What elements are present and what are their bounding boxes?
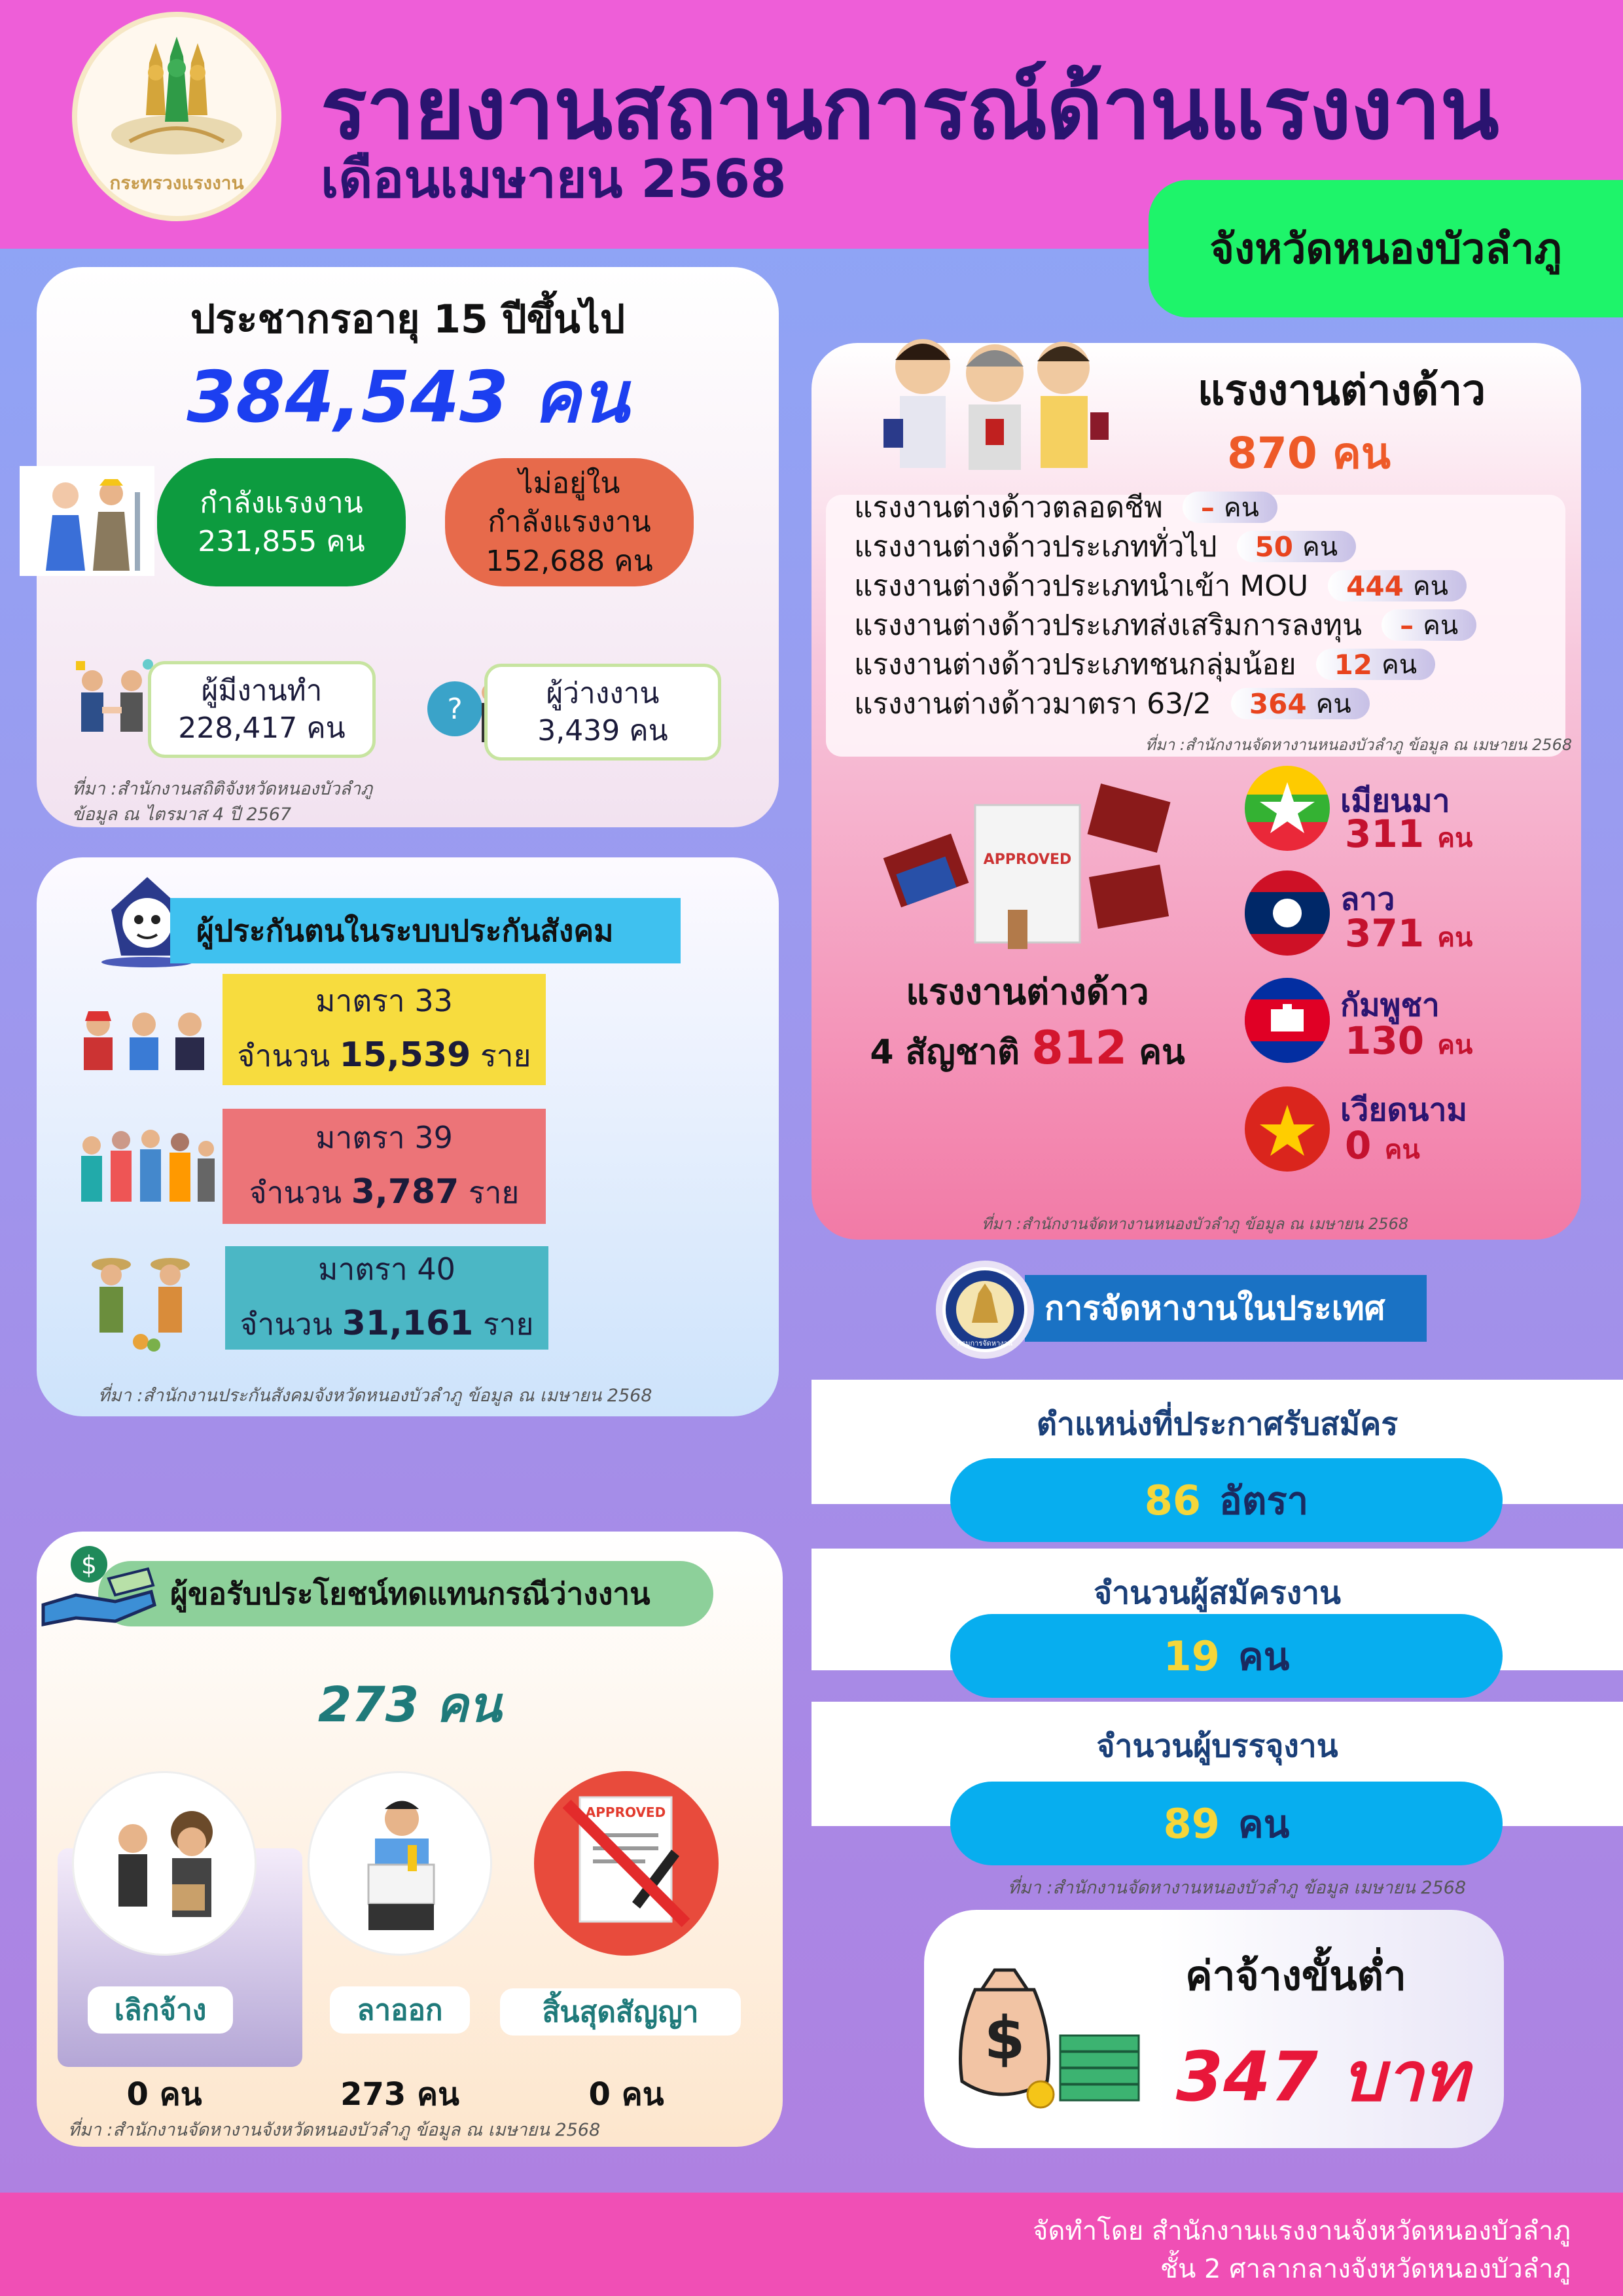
labor-force-pill [157, 458, 406, 586]
unemployment-benefit-heading: ผู้ขอรับประโยชน์ทดแทนกรณีว่างงาน [98, 1561, 713, 1626]
foreign-workers-title: แรงงานต่างด้าว [1198, 367, 1486, 415]
population-value: 384,543 คน [187, 357, 629, 439]
termination-label: เลิกจ้าง [88, 1986, 233, 2034]
labor-force-label: กำลังแรงงาน [200, 486, 363, 520]
domestic-jobs-source: ที่มา :สำนักงานจัดหางานหนองบัวลำภู ข้อมูล เมษายน 2568 [1008, 1878, 1466, 1898]
section-39-unit: ราย [468, 1174, 520, 1210]
section-40-count [240, 1295, 534, 1352]
fw-row-badge [1382, 609, 1476, 641]
insured-workers-icon [72, 1001, 216, 1073]
section-40-value: 31,161 [342, 1303, 474, 1343]
fw-row-unit: คน [1223, 493, 1260, 523]
fw-row-badge [1183, 492, 1277, 523]
handshake-business-icon [63, 655, 161, 753]
section-33-unit: ราย [480, 1037, 531, 1073]
doe-emblem-text: กรมการจัดหางาน [957, 1339, 1013, 1348]
vietnam-value: 0 [1345, 1123, 1372, 1168]
four-nations-value: 812 [1031, 1021, 1128, 1075]
fw-row-value: 50 [1255, 530, 1293, 563]
section-40-unit: ราย [482, 1306, 534, 1342]
cambodia-value: 130 [1345, 1018, 1425, 1063]
fw-row-value: 364 [1249, 687, 1307, 720]
foreign-workers-icon [877, 321, 1113, 478]
population-source-line2: ข้อมูล ณ ไตรมาส 4 ปี 2567 [72, 804, 292, 825]
job-vacancies-unit: อัตรา [1219, 1478, 1309, 1523]
myanmar-label: เมียนมา [1340, 783, 1450, 819]
section-40-label: มาตรา 40 [318, 1251, 455, 1287]
job-vacancies-label: ตำแหน่งที่ประกาศรับสมัคร [1036, 1406, 1399, 1443]
section-33-prefix: จำนวน [237, 1037, 330, 1073]
contract-end-value: 0 คน [588, 2076, 664, 2113]
unemployed-value: 3,439 คน [537, 714, 668, 747]
minimum-wage-value: 347 บาท [1175, 2037, 1469, 2117]
placements-pill [950, 1782, 1503, 1865]
job-vacancies-pill [950, 1458, 1503, 1542]
unemployed-box [484, 664, 721, 761]
section-33-count [238, 1026, 531, 1084]
fw-row-unit: คน [1423, 611, 1459, 641]
stamp-text: APPROVED [983, 852, 1072, 868]
footer-line2: ชั้น 2 ศาลากลางจังหวัดหนองบัวลำภู [1160, 2254, 1571, 2284]
applicants-label: จำนวนผู้สมัครงาน [1094, 1575, 1341, 1611]
province-badge: จังหวัดหนองบัวลำภู [1149, 180, 1623, 317]
termination-value: 0 คน [126, 2076, 202, 2113]
fw-row-badge [1237, 531, 1357, 562]
applicants-pill [950, 1614, 1503, 1698]
foreign-worker-row-section-63-2 [854, 681, 1370, 726]
laos-value: 371 [1345, 911, 1425, 956]
fw-row-label: แรงงานต่างด้าวประเภทนำเข้า MOU [854, 569, 1309, 603]
laos-label: ลาว [1340, 881, 1395, 918]
fw-row-unit: คน [1382, 650, 1418, 680]
applicants-value: 19 [1163, 1632, 1220, 1680]
section-39-count [249, 1163, 520, 1221]
section-40-box [225, 1246, 548, 1350]
employed-box [148, 661, 376, 758]
contract-end-illustration [534, 1771, 719, 1956]
page-title: รายงานสถานการณ์ด้านแรงงาน [321, 58, 1499, 159]
fw-row-value: – [1200, 491, 1215, 524]
fw-row-label: แรงงานต่างด้าวตลอดชีพ [854, 491, 1163, 524]
cambodia-label: กัมพูชา [1340, 987, 1440, 1024]
cambodia-unit: คน [1437, 1030, 1473, 1060]
fired-employee-icon [74, 1773, 259, 1958]
passports-approval-icon [877, 779, 1185, 962]
section-33-box [223, 974, 546, 1085]
resignation-label: ลาออก [330, 1986, 470, 2034]
vietnam-unit: คน [1384, 1135, 1420, 1165]
section-33-label: มาตรา 33 [315, 982, 453, 1018]
farmers-icon [79, 1250, 203, 1355]
section-39-prefix: จำนวน [249, 1174, 342, 1210]
foreign-workers-source: ที่มา :สำนักงานจัดหางานหนองบัวลำภู ข้อมูล ณ เมษายน 2568 [1145, 736, 1573, 754]
workers-icon [20, 466, 154, 576]
section-39-label: มาตรา 39 [315, 1119, 453, 1155]
cambodia-count [1345, 1018, 1472, 1066]
section-39-value: 3,787 [351, 1172, 459, 1211]
employed-label: ผู้มีงานทำ [201, 673, 323, 708]
fw-row-unit: คน [1315, 689, 1351, 719]
four-nations-line [851, 1021, 1204, 1079]
footer-line1: จัดทำโดย สำนักงานแรงงานจังหวัดหนองบัวลำภู [1033, 2216, 1571, 2246]
svg-text:$: $ [984, 2004, 1026, 2073]
resigning-employee-icon [310, 1773, 494, 1958]
unemployment-benefit-source: ที่มา :สำนักงานจัดหางานจังหวัดหนองบัวลำภู ข้อมูล ณ เมษายน 2568 [68, 2120, 601, 2140]
population-source [72, 776, 372, 827]
not-labor-force-pill [445, 458, 694, 586]
not-labor-force-label: ไม่อยู่ใน กำลังแรงงาน [488, 466, 651, 539]
placements-unit: คน [1238, 1801, 1290, 1846]
applicants-unit: คน [1238, 1634, 1290, 1679]
doe-emblem-icon [936, 1261, 1034, 1359]
resignation-value: 273 คน [340, 2076, 459, 2113]
not-labor-force-value: 152,688 คน [486, 544, 653, 578]
four-nations-prefix: 4 สัญชาติ [870, 1033, 1020, 1072]
fw-row-value: – [1400, 609, 1414, 641]
domestic-jobs-heading: การจัดหางานในประเทศ [1025, 1275, 1427, 1342]
contract-end-label: สิ้นสุดสัญญา [500, 1988, 741, 2036]
four-nations-unit: คน [1139, 1033, 1185, 1072]
laos-count [1345, 911, 1472, 958]
unemployed-label: ผู้ว่างงาน [546, 676, 660, 710]
nationalities-source: ที่มา :สำนักงานจัดหางานหนองบัวลำภู ข้อมูล ณ เมษายน 2568 [982, 1215, 1409, 1233]
unemployment-benefit-total: 273 คน [317, 1677, 502, 1733]
vietnam-flag-icon [1245, 1086, 1330, 1172]
fw-row-unit: คน [1412, 571, 1448, 601]
placements-value: 89 [1163, 1799, 1220, 1848]
fw-row-label: แรงงานต่างด้าวประเภทส่งเสริมการลงทุน [854, 609, 1363, 642]
minimum-wage-title: ค่าจ้างขั้นต่ำ [1185, 1952, 1406, 2000]
population-label: ประชากรอายุ 15 ปีขึ้นไป [190, 296, 626, 342]
laos-flag-icon [1245, 870, 1330, 956]
employed-value: 228,417 คน [178, 711, 346, 745]
section-39-box [223, 1109, 546, 1224]
myanmar-count [1345, 812, 1472, 859]
social-security-heading: ผู้ประกันตนในระบบประกันสังคม [170, 898, 681, 963]
four-nations-label: แรงงานต่างด้าว [906, 971, 1149, 1013]
diverse-workers-icon [72, 1119, 216, 1211]
fw-row-badge [1316, 649, 1436, 680]
section-40-prefix: จำนวน [240, 1306, 333, 1342]
foreign-workers-total: 870 คน [1226, 428, 1391, 478]
fw-row-badge [1328, 570, 1467, 601]
population-source-line1: ที่มา :สำนักงานสถิติจังหวัดหนองบัวลำภู [72, 779, 372, 799]
svg-text:?: ? [447, 692, 463, 726]
page-subtitle: เดือนเมษายน 2568 [321, 149, 787, 209]
fw-row-label: แรงงานต่างด้าวประเภททั่วไป [854, 530, 1217, 564]
myanmar-unit: คน [1437, 823, 1473, 853]
section-33-value: 15,539 [339, 1035, 471, 1075]
fw-row-value: 12 [1334, 648, 1373, 681]
vietnam-label: เวียดนาม [1340, 1092, 1468, 1128]
laos-unit: คน [1437, 923, 1473, 953]
myanmar-value: 311 [1345, 812, 1425, 856]
ministry-logo [72, 12, 281, 221]
social-security-source: ที่มา :สำนักงานประกันสังคมจังหวัดหนองบัวลำภู ข้อมูล ณ เมษายน 2568 [98, 1386, 652, 1406]
fw-row-label: แรงงานต่างด้าวประเภทชนกลุ่มน้อย [854, 648, 1296, 681]
resignation-illustration [308, 1771, 492, 1956]
svg-text:$: $ [80, 1551, 98, 1579]
fw-row-label: แรงงานต่างด้าวมาตรา 63/2 [854, 687, 1211, 721]
cancelled-contract-icon [534, 1771, 719, 1956]
fw-row-unit: คน [1302, 532, 1338, 562]
logo-text: กระทรวงแรงงาน [109, 172, 244, 194]
placements-label: จำนวนผู้บรรจุงาน [1096, 1728, 1338, 1765]
vietnam-count [1345, 1123, 1420, 1170]
termination-illustration [72, 1771, 257, 1956]
deity-emblem-icon [103, 37, 250, 168]
myanmar-flag-icon [1245, 766, 1330, 851]
footer-credits [1033, 2212, 1571, 2288]
money-hand-icon [37, 1539, 161, 1638]
stamp-text: APPROVED [585, 1804, 666, 1820]
labor-force-value: 231,855 คน [198, 525, 365, 558]
fw-row-badge [1231, 688, 1370, 719]
cambodia-flag-icon [1245, 978, 1330, 1063]
fw-row-value: 444 [1346, 569, 1404, 602]
job-vacancies-value: 86 [1144, 1476, 1202, 1524]
